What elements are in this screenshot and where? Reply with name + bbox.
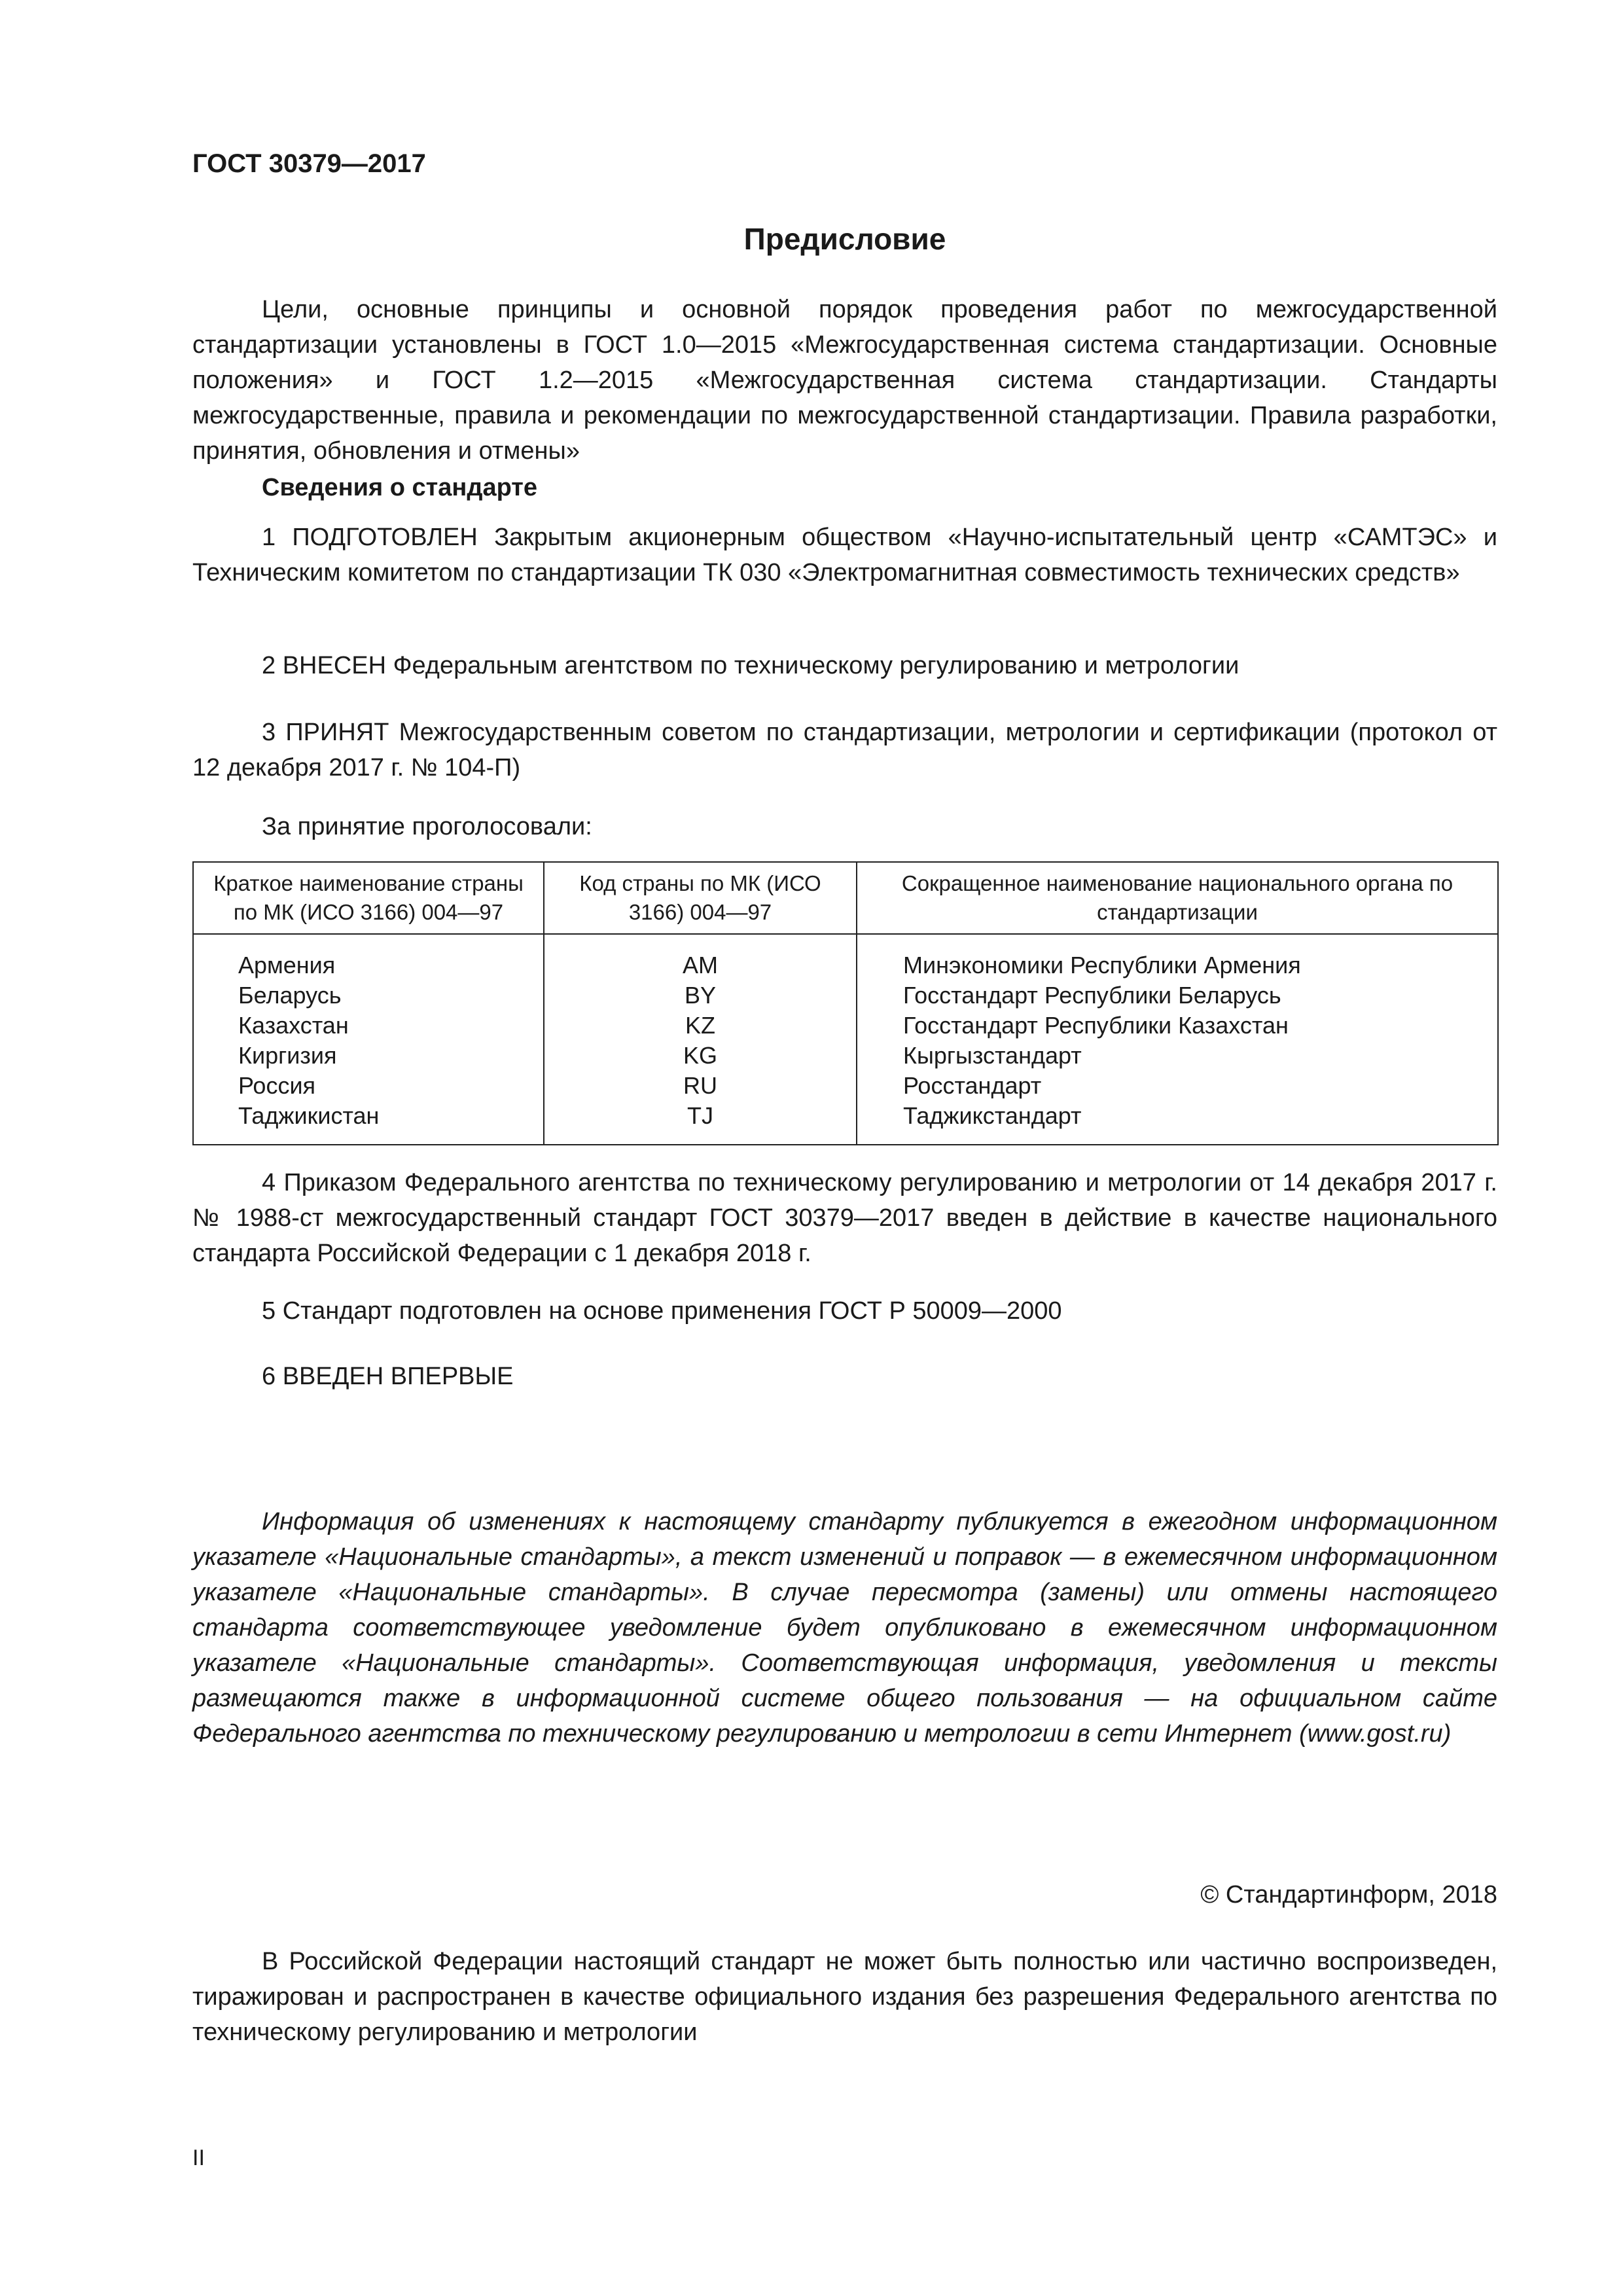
column-country-codes [544, 934, 857, 1145]
table-cell: Минэкономики Республики Армения [903, 952, 1301, 978]
table-cell: KZ [685, 1012, 715, 1039]
table-cell: TJ [687, 1102, 713, 1129]
table-cell: Казахстан [238, 1012, 349, 1039]
item-3-text: 3 ПРИНЯТ Межгосударственным советом по стандартизации, метрологии и сертификации (протокол от 12 декабря 2017 г. № 104-П) [192, 719, 1497, 781]
page-number: II [192, 2145, 205, 2170]
table-cell: Таджикистан [238, 1102, 380, 1129]
rights-notice [192, 1944, 1497, 2050]
page-title: Предисловие [743, 222, 946, 256]
table-cell: Кыргызстандарт [903, 1042, 1082, 1069]
voting-table [192, 861, 1499, 1145]
item-4-text: 4 Приказом Федерального агентства по техническому регулированию и метрологии от 14 декабря 2017 г. № 1988-ст межгосударственный стандарт ГОСТ 30379—2017 введен в действие в качестве национального стандарта Российской Федерации с 1 декабря 2018 г. [192, 1169, 1497, 1267]
item-3 [192, 715, 1497, 785]
item-5-text: 5 Стандарт подготовлен на основе применения ГОСТ Р 50009—2000 [262, 1297, 1062, 1325]
item-4 [192, 1165, 1497, 1271]
item-1-text: 1 ПОДГОТОВЛЕН Закрытым акционерным обществом «Научно-испытательный центр «САМТЭС» и Техническим комитетом по стандартизации ТК 030 «Электромагнитная совместимость технических средств» [192, 524, 1497, 586]
table-cell: AM [683, 952, 718, 978]
table-cell: BY [684, 982, 717, 1009]
item-1 [192, 520, 1497, 590]
header-country-code: Код страны по МК (ИСО 3166) 004—97 [544, 862, 857, 934]
table-cell: RU [683, 1072, 717, 1099]
copyright: © Стандартинформ, 2018 [1200, 1881, 1497, 1909]
change-info-text: Информация об изменениях к настоящему стандарту публикуется в ежегодном информационном указателе «Национальные стандарты», а текст изменений и поправок — в ежемесячном информационном указателе «Национальные стандарты». В случае пересмотра (замены) или отмены настоящего стандарта соответствующее уведомление будет опубликовано в ежемесячном информационном указателе «Национальные стандарты». Соответствующая информация, уведомления и тексты размещаются также в информационной системе общего пользования — на официальном сайте Федерального агентства по техническому регулированию и метрологии в сети Интернет (www.gost.ru) [192, 1508, 1497, 1748]
table-cell: Госстандарт Республики Беларусь [903, 982, 1281, 1009]
vote-intro: За принятие проголосовали: [262, 813, 592, 840]
item-2-text: 2 ВНЕСЕН Федеральным агентством по техническому регулированию и метрологии [262, 652, 1240, 679]
table-header-row [193, 862, 1498, 934]
table-cell: Госстандарт Республики Казахстан [903, 1012, 1289, 1039]
rights-notice-text: В Российской Федерации настоящий стандарт не может быть полностью или частично воспроизведен, тиражирован и распространен в качестве официального издания без разрешения Федерального агентства по техническому регулированию и метрологии [192, 1948, 1497, 2046]
column-country-names [193, 934, 544, 1145]
intro-paragraph [192, 292, 1497, 469]
doc-code-header: ГОСТ 30379—2017 [192, 149, 426, 178]
table-cell: KG [683, 1042, 717, 1069]
header-country-name: Краткое наименование страны по МК (ИСО 3166) 004—97 [193, 862, 544, 934]
table-body-row [193, 934, 1498, 1145]
table-cell: Беларусь [238, 982, 342, 1009]
table-cell: Таджикстандарт [903, 1102, 1082, 1129]
table-cell: Росстандарт [903, 1072, 1042, 1099]
change-info-notice [192, 1504, 1497, 1751]
intro-text: Цели, основные принципы и основной порядок проведения работ по межгосударственной стандартизации установлены в ГОСТ 1.0—2015 «Межгосударственная система стандартизации. Основные положения» и ГОСТ 1.2—2015 «Межгосударственная система стандартизации. Стандарты межгосударственные, правила и рекомендации по межгосударственной стандартизации. Правила разработки, принятия, обновления и отмены» [192, 296, 1497, 465]
item-6 [192, 1359, 1497, 1394]
column-national-bodies [857, 934, 1498, 1145]
item-6-text: 6 ВВЕДЕН ВПЕРВЫЕ [262, 1363, 514, 1390]
section-subheading: Сведения о стандарте [262, 474, 538, 501]
item-5 [192, 1293, 1497, 1329]
table-cell: Россия [238, 1072, 316, 1099]
header-national-body: Сокращенное наименование национального органа по стандартизации [857, 862, 1498, 934]
table-cell: Армения [238, 952, 336, 978]
item-2 [192, 648, 1497, 683]
table-cell: Киргизия [238, 1042, 337, 1069]
